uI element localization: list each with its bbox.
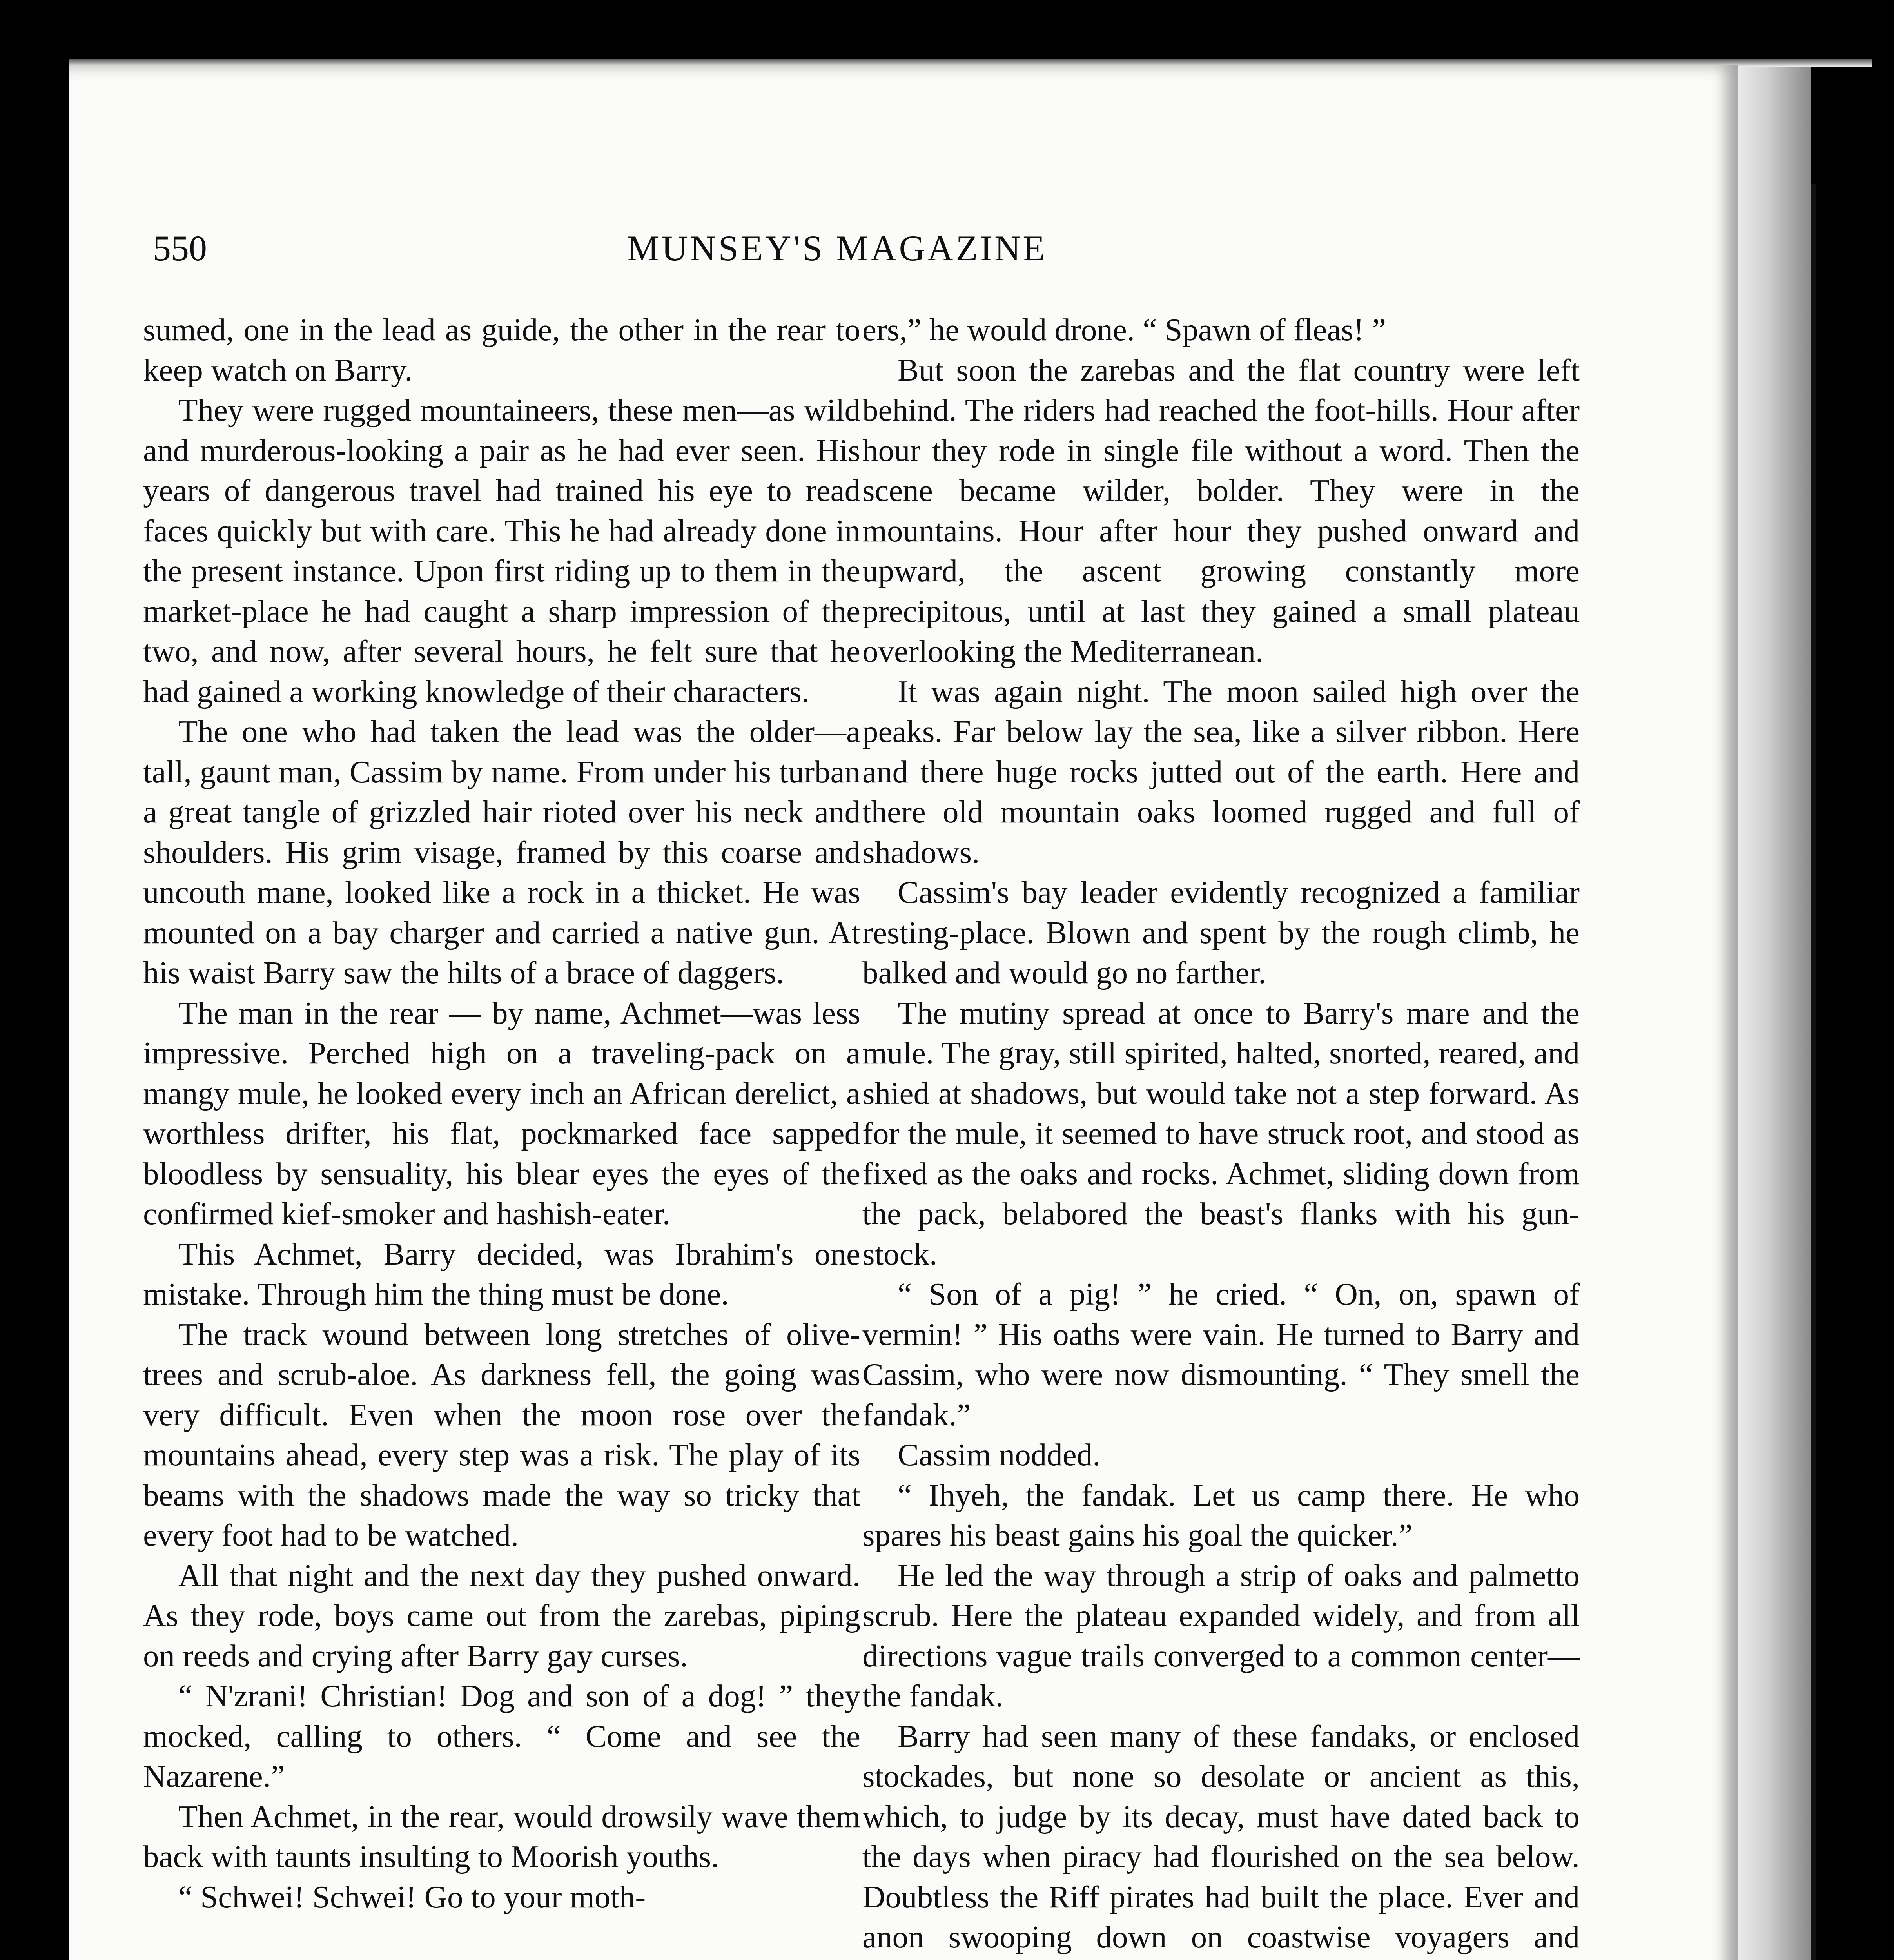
paragraph: All that night and the next day they pushed onward. As they rode, boys came out from the zarebas, piping on reeds and crying after Barry gay curses. xyxy=(143,1557,860,1673)
page-header xyxy=(153,227,1564,282)
paragraph: But soon the zarebas and the flat country were left behind. The riders had reached the foot-hills. Hour after hour they rode in single file without a word. Then the scene became wilder, bolder. They were in the mountains. Hour after hour they pushed onward and upward, the ascent growing constantly more precipitous, until at last they gained a small plateau overlooking the Mediterranean. xyxy=(862,352,1580,669)
paragraph: Then Achmet, in the rear, would drowsily wave them back with taunts insulting to Moorish youths. xyxy=(143,1798,860,1874)
running-title: MUNSEY'S MAGAZINE xyxy=(627,228,1047,268)
paragraph: “ Schwei! Schwei! Go to your moth- xyxy=(178,1879,646,1915)
paragraph: Cassim's bay leader evidently recognized a familiar resting-place. Blown and spent by the rough climb, he balked and would go no farther. xyxy=(862,875,1580,990)
page-number: 550 xyxy=(153,228,207,268)
paragraph: “ Ihyeh, the fandak. Let us camp there. He who spares his beast gains his goal the quicker.” xyxy=(862,1477,1580,1553)
paragraph: This Achmet, Barry decided, was Ibrahim's one mistake. Through him the thing must be done. xyxy=(143,1236,860,1312)
paragraph: Barry had seen many of these fandaks, or enclosed stockades, but none so desolate or ancient as this, which, to judge by its decay, must have dated back to the days when piracy had flourished on the sea below. Doubtless the Riff pirates had built the place. Ever and anon swooping down on coastwise voyagers and xyxy=(862,1718,1580,1955)
paragraph: Cassim nodded. xyxy=(898,1437,1101,1472)
paragraph: sumed, one in the lead as guide, the other in the rear to keep watch on Barry. xyxy=(143,312,860,388)
paragraph: The one who had taken the lead was the older—a tall, gaunt man, Cassim by name. From under his turban a great tangle of grizzled hair rioted over his neck and shoulders. His grim visage, framed by this coarse and uncouth mane, looked like a rock in a thicket. He was mounted on a bay charger and carried a native gun. At his waist Barry saw the hilts of a brace of daggers. xyxy=(143,714,860,990)
binding-edge xyxy=(1811,184,1816,1960)
paragraph: The mutiny spread at once to Barry's mare and the mule. The gray, still spirited, halted, snorted, reared, and shied at shadows, but would take not a step forward. As for the mule, it seemed to have struck root, and stood as fixed as the oaks and rocks. Achmet, sliding down from the pack, belabored the beast's flanks with his gun-stock. xyxy=(862,995,1580,1272)
paragraph: He led the way through a strip of oaks and palmetto scrub. Here the plateau expanded widely, and from all directions vague trails converged to a common center—the fandak. xyxy=(862,1557,1580,1713)
paragraph: “ Son of a pig! ” he cried. “ On, on, spawn of vermin! ” His oaths were vain. He turned to Barry and Cassim, who were now dismounting. “ They smell the fandak.” xyxy=(862,1276,1580,1432)
paragraph: It was again night. The moon sailed high over the peaks. Far below lay the sea, like a silver ribbon. Here and there huge rocks jutted out of the earth. Here and there old mountain oaks loomed rugged and full of shadows. xyxy=(862,673,1580,870)
paragraph: “ N'zrani! Christian! Dog and son of a dog! ” they mocked, calling to others. “ Come and see the Nazarene.” xyxy=(143,1678,860,1794)
paragraph: ers,” he would drone. “ Spawn of fleas! ” xyxy=(862,312,1386,347)
paragraph: The track wound between long stretches of olive-trees and scrub-aloe. As darkness fell, the going was very difficult. Even when the moon rose over the mountains ahead, every step was a risk. The play of its beams with the shadows made the way so tricky that every foot had to be watched. xyxy=(143,1316,860,1553)
left-column xyxy=(143,310,860,1917)
page-gutter-shadow xyxy=(1738,67,1811,1960)
right-column xyxy=(862,310,1580,1960)
paragraph: The man in the rear — by name, Achmet—was less impressive. Perched high on a traveling-pack on a mangy mule, he looked every inch an African derelict, a worthless drifter, his flat, pockmarked face sapped bloodless by sensuality, his blear eyes the eyes of the confirmed kief-smoker and hashish-eater. xyxy=(143,995,860,1231)
paragraph: They were rugged mountaineers, these men—as wild and murderous-looking a pair as he had ever seen. His years of dangerous travel had trained his eye to read faces quickly but with care. This he had already done in the present instance. Upon first riding up to them in the market-place he had caught a sharp impression of the two, and now, after several hours, he felt sure that he had gained a working knowledge of their characters. xyxy=(143,392,860,709)
